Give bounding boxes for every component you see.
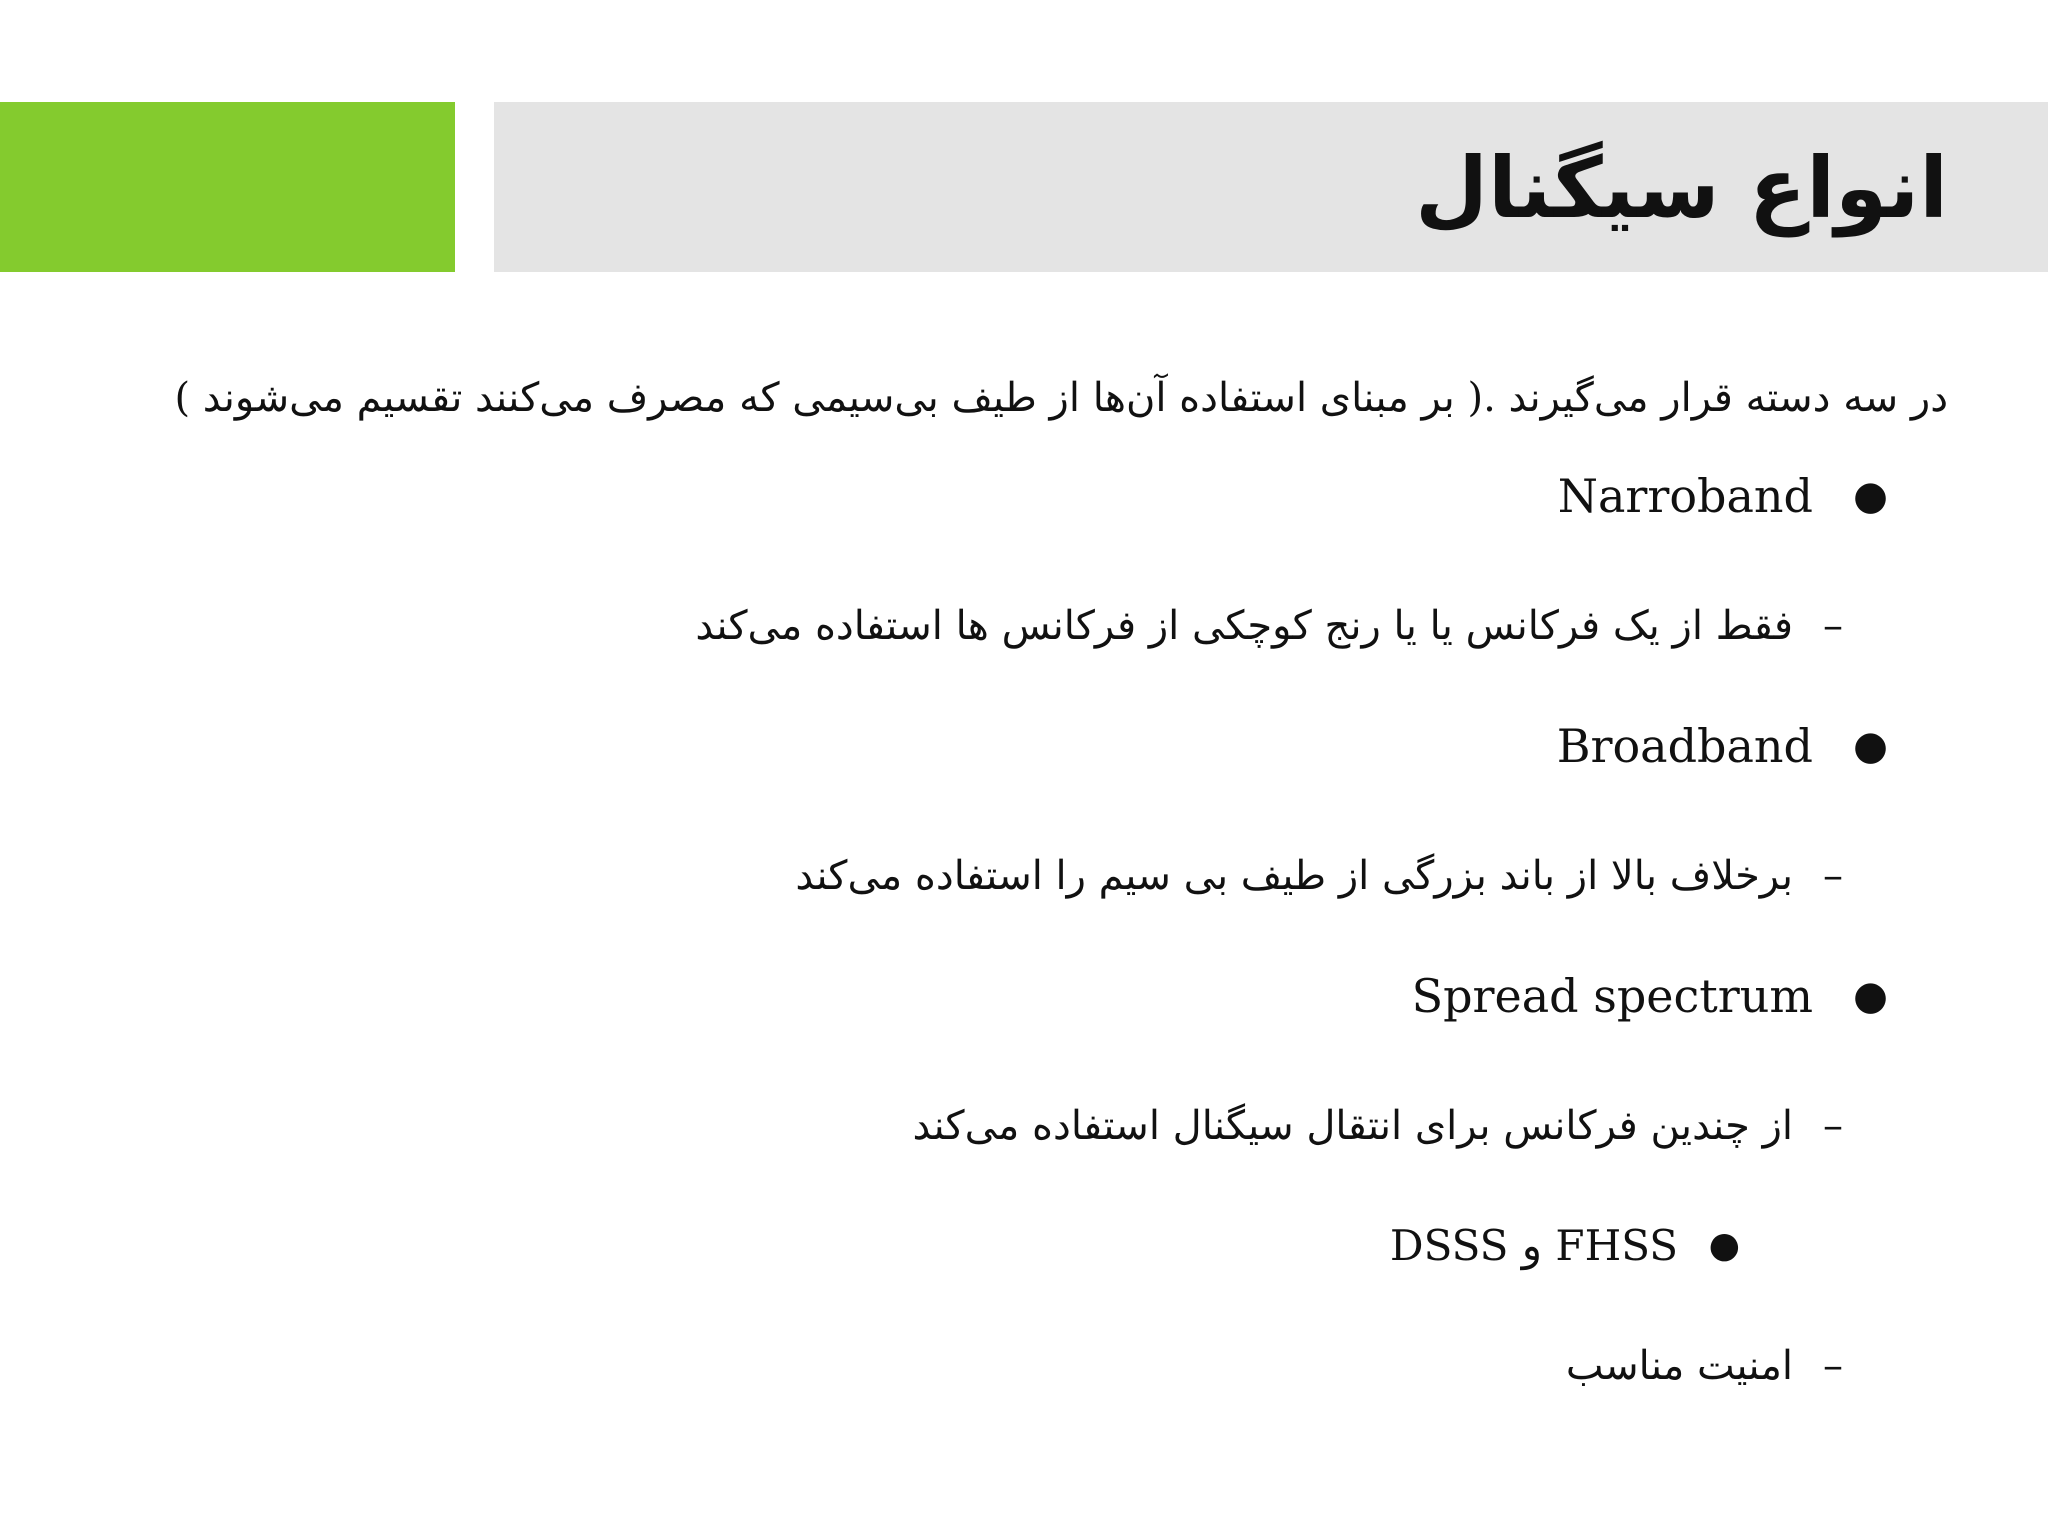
accent-bar [0, 102, 455, 272]
dash-icon: – [1823, 603, 1843, 649]
bullet-dot-icon: ● [1853, 723, 1888, 769]
sub-item-security [120, 1326, 1948, 1406]
dash-icon: – [1823, 853, 1843, 899]
bullet-label: Narroband [1557, 469, 1813, 523]
bullet-dot-icon: ● [1708, 1225, 1740, 1266]
bullet-narroband [120, 456, 1948, 536]
sub-bullet-text: FHSS و DSSS [1389, 1221, 1678, 1270]
dash-icon: – [1823, 1343, 1843, 1389]
bullet-broadband [120, 706, 1948, 786]
bullet-label: Spread spectrum [1411, 969, 1813, 1023]
sub-item-narroband [120, 586, 1948, 666]
bullet-dot-icon: ● [1853, 473, 1888, 519]
sub-item-broadband [120, 836, 1948, 916]
bullet-spread-spectrum [120, 956, 1948, 1036]
sub-item-text: برخلاف بالا از باند بزرگی از طیف بی سیم را استفاده می‌کند [795, 853, 1793, 899]
bullet-label: Broadband [1556, 719, 1813, 773]
sub-bullet-fhss-dsss [120, 1206, 1948, 1286]
dash-icon: – [1823, 1103, 1843, 1149]
slide-title: انواع سیگنال [1415, 139, 1948, 237]
bullet-dot-icon: ● [1853, 973, 1888, 1019]
sub-item-spread-spectrum [120, 1086, 1948, 1166]
slide-body [120, 362, 1948, 1446]
sub-item-text: از چندین فرکانس برای انتقال سیگنال استفاده می‌کند [912, 1103, 1793, 1149]
intro-paragraph: در سه دسته قرار می‌گیرند .( بر مبنای استفاده آن‌ها از طیف بی‌سیمی که مصرف می‌کنند تقسیم می‌شوند ) [174, 375, 1948, 421]
sub-item-text: فقط از یک فرکانس یا یا رنج کوچکی از فرکانس ها استفاده می‌کند [695, 603, 1793, 649]
sub-item-text: امنیت مناسب [1565, 1343, 1793, 1389]
